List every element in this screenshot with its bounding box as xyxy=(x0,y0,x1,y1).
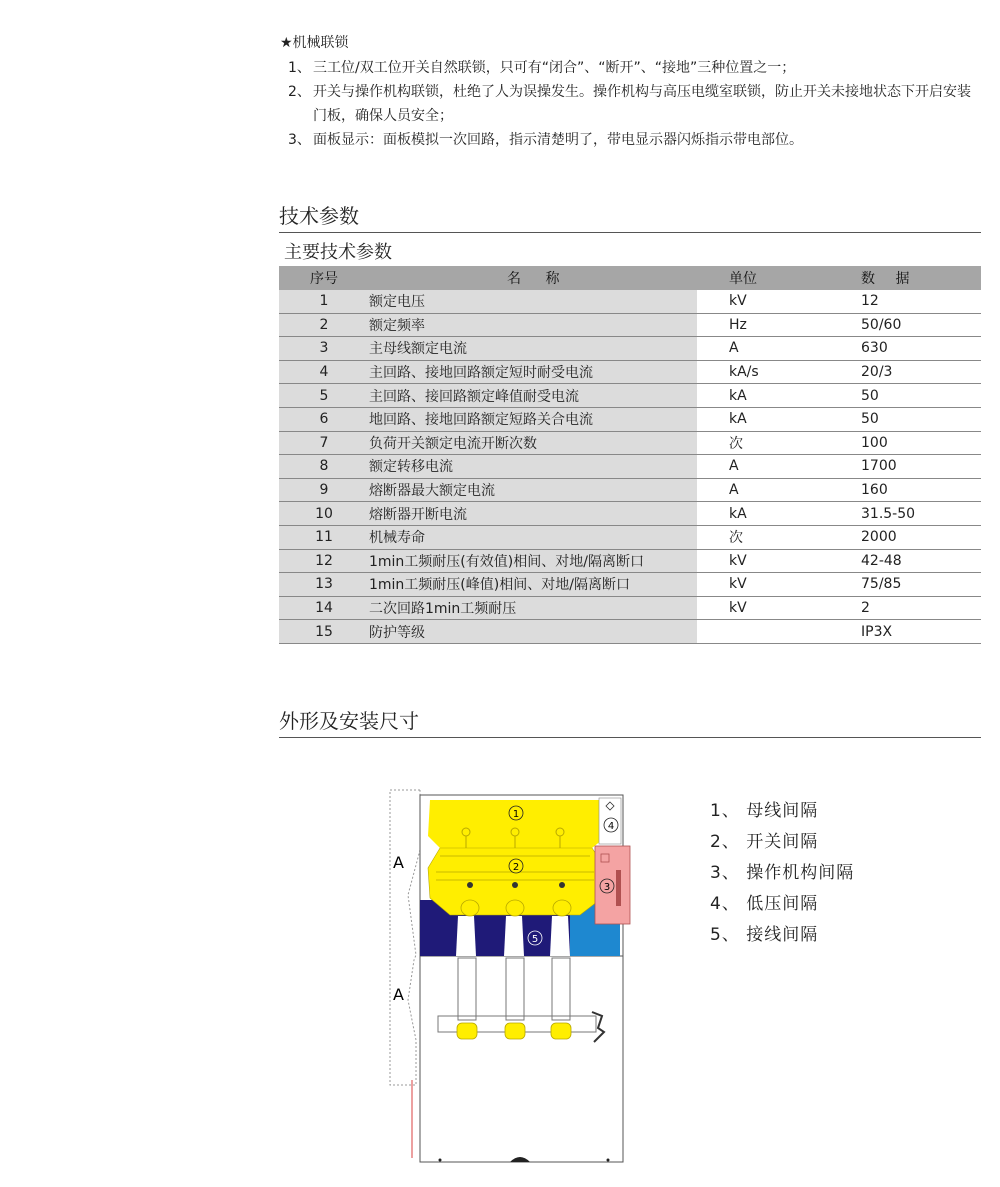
row-name: 二次回路1min工频耐压 xyxy=(369,596,697,620)
row-name: 额定电压 xyxy=(369,290,697,313)
svg-text:4: 4 xyxy=(607,821,615,832)
marker-3 xyxy=(600,879,614,893)
row-number: 1 xyxy=(279,290,369,313)
row-number: 13 xyxy=(279,573,369,597)
row-unit: 次 xyxy=(697,525,861,549)
interlock-item-number: 3、 xyxy=(288,132,311,148)
base-bolt xyxy=(439,1159,442,1162)
row-value: 12 xyxy=(861,290,981,313)
row-unit: kA xyxy=(697,384,861,408)
row-unit: A xyxy=(697,478,861,502)
interlock-item-number: 1、 xyxy=(288,60,311,76)
row-name: 1min工频耐压(峰值)相间、对地/隔离断口 xyxy=(369,573,697,597)
dimension-outline xyxy=(390,790,420,1085)
params-body xyxy=(279,290,981,643)
row-unit xyxy=(697,620,861,644)
row-unit: 次 xyxy=(697,431,861,455)
row-value: 31.5-50 xyxy=(861,502,981,526)
tech-subtitle: 主要技术参数 xyxy=(284,242,392,263)
row-value: 75/85 xyxy=(861,573,981,597)
header-name: 名 称 xyxy=(369,266,697,290)
svg-text:3: 3 xyxy=(603,882,611,893)
params-row xyxy=(279,502,981,526)
row-number: 7 xyxy=(279,431,369,455)
row-number: 10 xyxy=(279,502,369,526)
params-row xyxy=(279,313,981,337)
row-value: 100 xyxy=(861,431,981,455)
row-value: 160 xyxy=(861,478,981,502)
lower-compartment xyxy=(420,956,623,1162)
switchgear-diagram xyxy=(380,780,640,1175)
interlock-title: ★机械联锁 xyxy=(280,35,349,51)
params-row xyxy=(279,549,981,573)
params-row xyxy=(279,360,981,384)
legend-item: 3、 操作机构间隔 xyxy=(710,863,855,883)
params-table xyxy=(279,266,981,644)
header-value: 数 据 xyxy=(861,266,981,290)
row-name: 负荷开关额定电流开断次数 xyxy=(369,431,697,455)
legend-item: 1、 母线间隔 xyxy=(710,801,819,821)
row-value: 630 xyxy=(861,337,981,361)
row-value: 42-48 xyxy=(861,549,981,573)
row-number: 15 xyxy=(279,620,369,644)
row-name: 防护等级 xyxy=(369,620,697,644)
interlock-item xyxy=(288,56,978,80)
row-value: 1700 xyxy=(861,455,981,479)
header-no: 序号 xyxy=(279,266,369,290)
params-row xyxy=(279,290,981,313)
interlock-item-text: 三工位/双工位开关自然联锁，只可有“闭合”、“断开”、“接地”三种位置之一； xyxy=(313,60,796,76)
row-number: 9 xyxy=(279,478,369,502)
row-unit: kV xyxy=(697,573,861,597)
row-number: 12 xyxy=(279,549,369,573)
row-number: 2 xyxy=(279,313,369,337)
interlock-item-text: 面板显示：面板模拟一次回路，指示清楚明了，带电显示器闪烁指示带电部位。 xyxy=(313,132,803,148)
row-unit: kV xyxy=(697,549,861,573)
marker-5 xyxy=(528,931,542,945)
svg-text:5: 5 xyxy=(531,934,539,945)
insulator xyxy=(456,916,476,956)
interlock-item xyxy=(288,128,978,152)
params-row xyxy=(279,455,981,479)
row-unit: kV xyxy=(697,290,861,313)
params-row xyxy=(279,337,981,361)
row-name: 熔断器最大额定电流 xyxy=(369,478,697,502)
row-name: 1min工频耐压(有效值)相间、对地/隔离断口 xyxy=(369,549,697,573)
marker-4 xyxy=(604,818,618,832)
row-number: 14 xyxy=(279,596,369,620)
row-value: 2 xyxy=(861,596,981,620)
dimension-section-title: 外形及安装尺寸 xyxy=(279,705,981,738)
interlock-list xyxy=(288,56,978,152)
params-row xyxy=(279,478,981,502)
row-unit: kA xyxy=(697,407,861,431)
row-number: 5 xyxy=(279,384,369,408)
row-value: IP3X xyxy=(861,620,981,644)
row-name: 熔断器开断电流 xyxy=(369,502,697,526)
row-name: 额定频率 xyxy=(369,313,697,337)
row-name: 主回路、接回路额定峰值耐受电流 xyxy=(369,384,697,408)
row-number: 8 xyxy=(279,455,369,479)
row-number: 3 xyxy=(279,337,369,361)
row-number: 4 xyxy=(279,360,369,384)
row-number: 6 xyxy=(279,407,369,431)
row-name: 主母线额定电流 xyxy=(369,337,697,361)
tech-section-title: 技术参数 xyxy=(279,200,981,233)
legend-item: 5、 接线间隔 xyxy=(710,925,819,945)
row-value: 50 xyxy=(861,407,981,431)
params-header-row xyxy=(279,266,981,290)
mechanism-handle xyxy=(616,870,621,906)
insulator xyxy=(504,916,524,956)
row-number: 11 xyxy=(279,525,369,549)
dim-label-a: A xyxy=(393,985,404,1004)
row-unit: A xyxy=(697,455,861,479)
cable-heads xyxy=(457,1023,571,1039)
row-value: 20/3 xyxy=(861,360,981,384)
params-row xyxy=(279,525,981,549)
row-unit: Hz xyxy=(697,313,861,337)
interlock-item xyxy=(288,80,978,128)
params-row xyxy=(279,596,981,620)
row-value: 50/60 xyxy=(861,313,981,337)
header-unit: 单位 xyxy=(697,266,861,290)
row-value: 50 xyxy=(861,384,981,408)
row-name: 地回路、接地回路额定短路关合电流 xyxy=(369,407,697,431)
params-row xyxy=(279,407,981,431)
legend-item: 2、 开关间隔 xyxy=(710,832,819,852)
marker-1 xyxy=(509,806,523,820)
row-unit: A xyxy=(697,337,861,361)
row-unit: kV xyxy=(697,596,861,620)
insulator xyxy=(550,916,570,956)
svg-text:1: 1 xyxy=(512,809,520,820)
legend-item: 4、 低压间隔 xyxy=(710,894,819,914)
params-row xyxy=(279,431,981,455)
dim-label-a: A xyxy=(393,853,404,872)
row-unit: kA xyxy=(697,502,861,526)
svg-text:2: 2 xyxy=(512,862,520,873)
params-row xyxy=(279,620,981,644)
params-row xyxy=(279,573,981,597)
base-bolt xyxy=(607,1159,610,1162)
row-name: 机械寿命 xyxy=(369,525,697,549)
row-name: 主回路、接地回路额定短时耐受电流 xyxy=(369,360,697,384)
row-value: 2000 xyxy=(861,525,981,549)
interlock-item-text: 开关与操作机构联锁，杜绝了人为误操发生。操作机构与高压电缆室联锁，防止开关未接地状态下开启安装门板，确保人员安全； xyxy=(313,84,971,124)
row-unit: kA/s xyxy=(697,360,861,384)
marker-2 xyxy=(509,859,523,873)
params-row xyxy=(279,384,981,408)
row-name: 额定转移电流 xyxy=(369,455,697,479)
interlock-item-number: 2、 xyxy=(288,84,311,100)
compartment-legend xyxy=(710,796,854,951)
